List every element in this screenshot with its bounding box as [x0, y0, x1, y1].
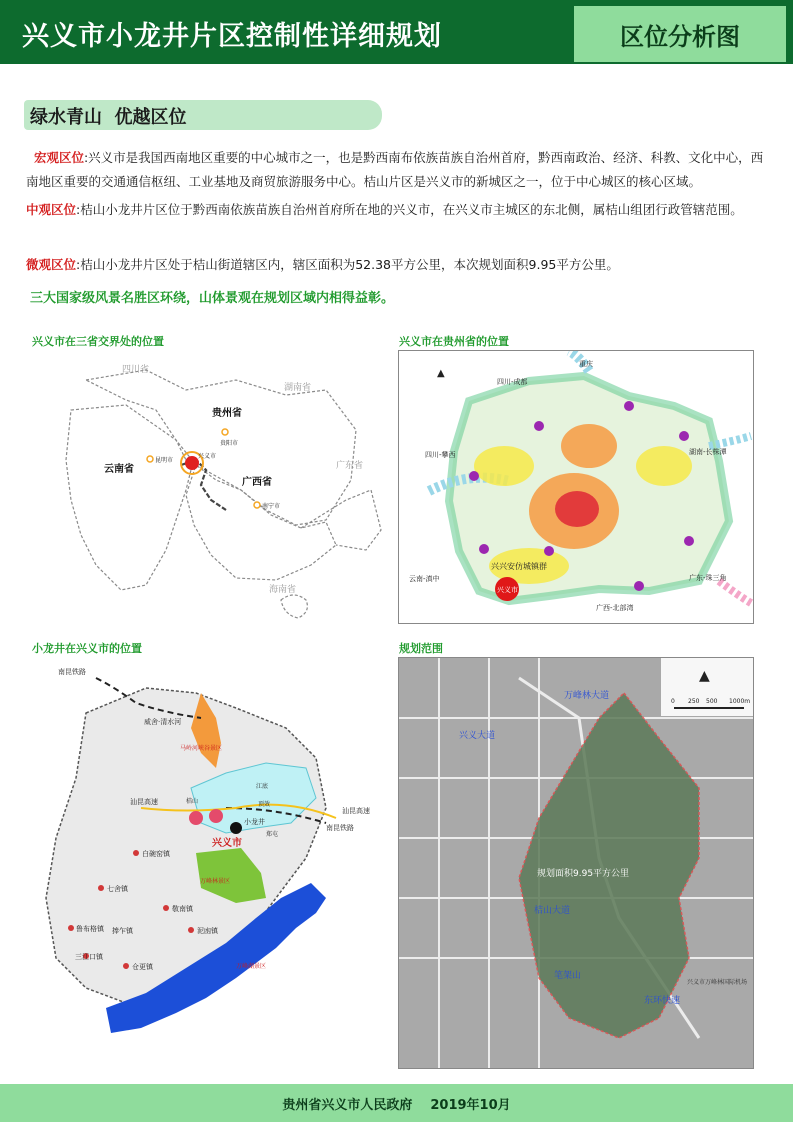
map1-label-guangxi: 广西省	[242, 477, 272, 488]
map3-label-jushan: 桔山	[186, 798, 199, 805]
map1-nanning-dot	[254, 502, 260, 508]
map3-label-xingyi: 兴义市	[212, 838, 242, 849]
map3-label-dingxiao: 顶效	[258, 801, 271, 808]
map2-label-chongqing: 重庆	[579, 360, 593, 368]
meso-text: :桔山小龙井片区位于黔西南依族苗族自治州首府所在地的兴义市，在兴义市主城区的东北侧，属桔山组团行政管辖范围。	[76, 202, 743, 217]
map4-panel	[398, 657, 754, 1069]
map3-caption: 小龙井在兴义市的位置	[32, 642, 142, 655]
meso-paragraph	[26, 198, 771, 222]
map4-area-label: 规划面积9.95平方公里	[537, 869, 630, 879]
map2-label-beibuwan: 广西-北部湾	[596, 604, 634, 612]
map2-label-chengdu: 四川-成都	[497, 378, 528, 386]
map3-label-wanfenghu: 万峰湖景区	[236, 963, 267, 970]
micro-paragraph	[26, 253, 771, 277]
map2-label-citygroup: 兴兴安仿城镇群	[491, 562, 547, 571]
map2-north-arrow: ▲	[437, 368, 445, 379]
map4-road-label-1: 万峰林大道	[564, 691, 610, 701]
map3-label-shankun-e: 汕昆高速	[342, 807, 370, 815]
map2-label-xingyi: 兴义市	[497, 586, 518, 594]
map3-label-qishe: 七舍镇	[107, 885, 128, 893]
map1-label-sichuan: 四川省	[122, 365, 150, 375]
highlight-text: 三大国家级风景名胜区环绕，山体景观在规划区域内相得益彰。	[30, 291, 395, 306]
micro-keyword: 微观区位	[26, 257, 77, 272]
map3-label-jingzhu: 敬南镇	[172, 905, 193, 913]
map2-label-dianzhong: 云南-滇中	[409, 575, 440, 583]
map3-jushan-dot	[189, 811, 203, 825]
micro-text: :桔山小龙井片区处于桔山街道辖区内，辖区面积为52.38平方公里，本次规划面积9.95平方公里。	[76, 257, 619, 272]
macro-paragraph	[26, 146, 771, 194]
page-tag: 区位分析图	[574, 6, 786, 62]
map3-label-baiwan: 白碗窑镇	[142, 850, 170, 858]
map4-road-label-4: 笔架山	[554, 971, 582, 981]
map4-road-label-2: 东环快速	[644, 996, 681, 1006]
map3-label-jiangdi: 江底	[256, 783, 269, 790]
map1-label-xingyi: 兴义市	[198, 453, 217, 460]
map4-north-arrow: ▲	[699, 668, 710, 684]
map2-label-panxi: 四川-攀西	[425, 451, 456, 459]
map1-label-kunming: 昆明市	[155, 457, 174, 464]
map4-scale-500: 500	[706, 698, 718, 705]
map3-label-zefu: 泥凼镇	[197, 927, 218, 935]
map3-label-maling: 马岭河峡谷景区	[180, 745, 223, 752]
macro-keyword: 宏观区位	[33, 150, 84, 165]
map3-label-sanjiangkou: 三江口镇	[75, 953, 103, 961]
map2-zone-east	[636, 446, 692, 486]
map2-svg	[399, 351, 753, 623]
map3-label-bake: 捧乍镇	[112, 927, 133, 935]
map4-road-label-3: 桔山大道	[534, 906, 571, 916]
map3-label-nankun-rail-n: 南昆铁路	[58, 668, 86, 676]
map1-svg	[26, 350, 386, 630]
map3-xiaolongjing-marker	[230, 822, 242, 834]
map2-zone-core	[555, 491, 599, 527]
map3-svg	[26, 658, 386, 1066]
footer-org: 贵州省兴义市人民政府	[282, 1097, 413, 1113]
map1-label-hunan: 湖南省	[284, 383, 312, 393]
map1-label-nanning: 南宁市	[262, 503, 281, 510]
map3-label-shankun-w: 汕昆高速	[130, 798, 158, 806]
map1-label-yunnan: 云南省	[104, 464, 134, 475]
section-title: 绿水青山 优越区位	[30, 107, 187, 128]
map1-caption: 兴义市在三省交界处的位置	[32, 335, 164, 348]
map3-label-nankun-rail-e: 南昆铁路	[326, 824, 354, 832]
map3-label-zhengcheng: 郑屯	[266, 831, 279, 838]
map3-label-xiaolongjing: 小龙井	[244, 818, 265, 826]
map3-label-wanfeng: 万峰林景区	[200, 878, 231, 885]
map2-caption: 兴义市在贵州省的位置	[399, 335, 509, 348]
map2-label-changzhutan: 湖南-长株潭	[689, 448, 727, 456]
map1-panel	[26, 350, 386, 630]
map4-scale-250: 250	[688, 698, 700, 705]
map1-kunming-dot	[147, 456, 153, 462]
footer-date: 2019年10月	[430, 1097, 511, 1113]
map4-airport-label: 兴义市万峰林国际机场	[687, 979, 748, 986]
map4-road-label-5: 兴义大道	[459, 731, 496, 741]
map1-label-hainan: 海南省	[269, 585, 297, 595]
map1-label-guangdong: 广东省	[336, 461, 364, 471]
map2-corridor-southeast	[719, 581, 751, 603]
map4-scale-0: 0	[671, 698, 675, 705]
map4-svg	[399, 658, 753, 1068]
map3-label-weishe: 威舍·清水河	[144, 718, 182, 726]
map2-zone-west	[474, 446, 534, 486]
footer	[0, 1084, 793, 1122]
map1-label-guiyang: 贵阳市	[220, 440, 239, 447]
map4-caption: 规划范围	[399, 642, 443, 655]
map2-panel	[398, 350, 754, 624]
map2-label-zhusanjiao: 广东-珠三角	[689, 574, 727, 582]
map3-panel	[26, 658, 386, 1066]
map3-label-hegeng: 仓更镇	[132, 963, 153, 971]
map1-xingyi-marker	[185, 456, 199, 470]
map4-scale-1000: 1000m	[729, 698, 751, 705]
meso-keyword: 中观区位	[26, 202, 77, 217]
map3-label-lubu: 鲁布格镇	[76, 925, 104, 933]
map1-guiyang-dot	[222, 429, 228, 435]
page-title: 兴义市小龙井片区控制性详细规划	[22, 21, 442, 52]
map1-label-guizhou: 贵州省	[212, 408, 242, 419]
map2-zone-north	[561, 424, 617, 468]
macro-text: :兴义市是我国西南地区重要的中心城市之一，也是黔西南布依族苗族自治州首府，黔西南政治、经济、科教、文化中心，西南地区重要的交通通信枢纽、工业基地及商贸旅游服务中心。桔山片区是兴义市的新城区之一，位于中心城区的核心区域。	[26, 150, 764, 189]
map3-city-dot	[209, 809, 223, 823]
